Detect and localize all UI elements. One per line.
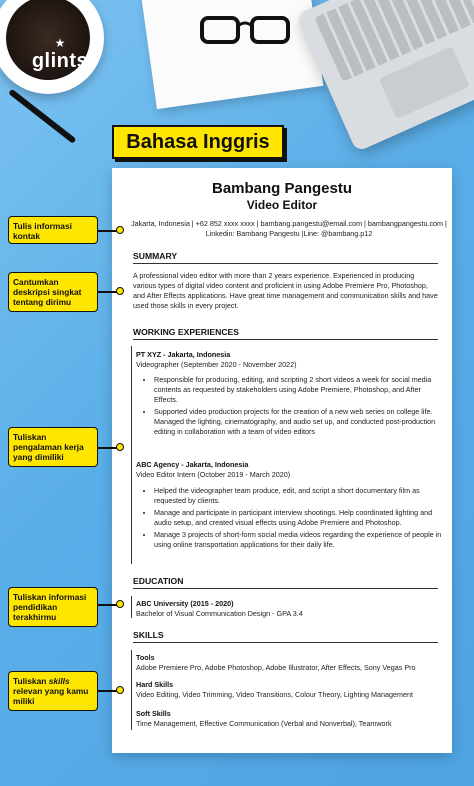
skills-timeline — [131, 650, 132, 730]
connector-dot-contact — [116, 226, 124, 234]
callout-skills — [8, 671, 98, 711]
callout-skills-post: relevan yang kamu miliki — [13, 686, 89, 706]
connector-dot-experience — [116, 443, 124, 451]
job-1-bullet-1: • Responsible for producing, editing, and scripting 2 short videos a week for social media contents as requested by stakeholders using Adobe Premiere, Photoshop, and After Effects. — [154, 375, 444, 405]
skills-rule — [133, 642, 438, 643]
callout-skills-em: skills — [48, 676, 70, 686]
job-2-position: Video Editor Intern (October 2019 - March 2020) — [136, 470, 291, 479]
job-1-company: PT XYZ - Jakarta, Indonesia — [136, 350, 231, 359]
summary-text: A professional video editor with more than 2 years experience. Experienced in producing various types of digital video content and proficient in using Adobe Premiere Pro, Photoshop, and After Effects applications. Have great time management and communication skills and have used those skills in every project. — [133, 271, 438, 310]
education-rule — [133, 588, 438, 589]
skill-tools-text: Adobe Premiere Pro, Adobe Photoshop, Adobe Illustrator, After Effects, Sony Vegas Pro — [136, 663, 416, 672]
contact-line-2: Linkedin: Bambang Pangestu |Line: @bambang.p12 — [205, 229, 373, 238]
callout-education: Tuliskan informasi pendidikan terakhirmu — [8, 587, 98, 627]
glints-logo — [24, 36, 96, 73]
job-2-bullets — [138, 486, 444, 552]
skill-soft-text: Time Management, Effective Communication (Verbal and Nonverbal), Teamwork — [136, 719, 392, 728]
skill-soft-title: Soft Skills — [136, 709, 171, 718]
skill-hard-title: Hard Skills — [136, 680, 174, 689]
skill-hard-text: Video Editing, Video Trimming, Video Transitions, Colour Theory, Lighting Management — [136, 690, 414, 699]
page-title: Bahasa Inggris — [112, 125, 284, 159]
logo-text: glints — [31, 50, 89, 72]
connector-dot-skills — [116, 686, 124, 694]
callout-contact: Tulis informasi kontak — [8, 216, 98, 244]
contact-info — [126, 219, 452, 239]
callout-experience: Tuliskan pengalaman kerja yang dimiliki — [8, 427, 98, 467]
education-degree: Bachelor of Visual Communication Design - GPA 3.4 — [136, 609, 303, 618]
experience-heading: WORKING EXPERIENCES — [133, 327, 240, 337]
experience-timeline — [131, 346, 132, 564]
contact-line-1: Jakarta, Indonesia | +62 852 xxxx xxxx | bambang.pangestu@email.com | bambangpangestu.com | — [131, 219, 447, 228]
callout-summary: Cantumkan deskripsi singkat tentang dirimu — [8, 272, 98, 312]
callout-skills-pre: Tuliskan — [13, 676, 49, 686]
connector-dot-summary — [116, 287, 124, 295]
skills-heading: SKILLS — [133, 630, 164, 640]
education-timeline — [131, 596, 132, 618]
summary-rule — [133, 263, 438, 264]
job-1-bullet-2: • Supported video production projects for the creation of a new web series on college life. Managed the lighting, cinematography, and audio set up, and conducted post-production editing in collaboration with a team of video editors — [154, 407, 444, 437]
job-1-bullets — [138, 375, 444, 439]
experience-rule — [133, 339, 438, 340]
job-2-bullet-2: • Manage and participate in participant interview shootings. Help coordinated lighting and audio setup, and created visual effects using Adobe Premiere and Photoshop. — [154, 508, 444, 528]
summary-heading: SUMMARY — [133, 251, 178, 261]
job-1-position: Videographer (September 2020 - November 2022) — [136, 360, 297, 369]
star-icon: ★ — [54, 36, 66, 50]
education-school: ABC University (2015 - 2020) — [136, 599, 234, 608]
skill-tools-title: Tools — [136, 653, 155, 662]
resume-paper — [112, 168, 452, 753]
job-2-company: ABC Agency - Jakarta, Indonesia — [136, 460, 249, 469]
education-heading: EDUCATION — [133, 576, 184, 586]
job-2-bullet-1: • Helped the videographer team produce, edit, and script a short documentary film as requested by clients. — [154, 486, 444, 506]
resume-role: Video Editor — [246, 198, 318, 212]
job-2-bullet-3: • Manage 3 projects of short-form social media videos regarding the experience of people in using online transportation applications for their daily life. — [154, 530, 444, 550]
connector-dot-education — [116, 600, 124, 608]
resume-name: Bambang Pangestu — [211, 180, 353, 197]
glasses-icon — [198, 10, 294, 50]
